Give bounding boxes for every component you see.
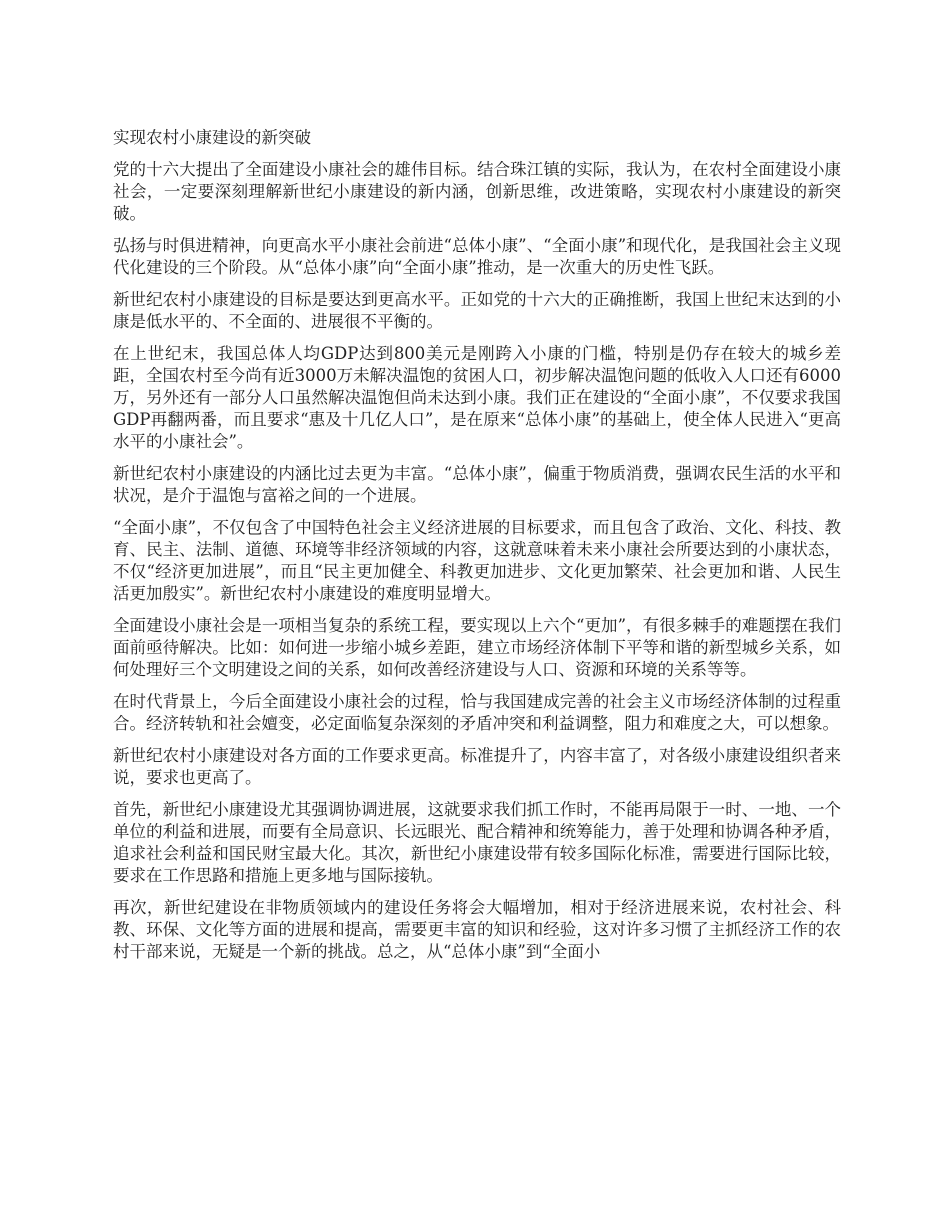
paragraph-5: 新世纪农村小康建设的内涵比过去更为丰富。“总体小康”，偏重于物质消费，强调农民生活的水平和状况，是介于温饱与富裕之间的一个进展。 [113, 464, 841, 505]
document-title: 实现农村小康建设的新突破 [113, 128, 311, 147]
paragraph-2: 弘扬与时俱进精神，向更高水平小康社会前进“总体小康”、“全面小康”和现代化，是我国社会主义现代化建设的三个阶段。从“总体小康”向“全面小康”推动，是一次重大的历史性飞跃。 [113, 236, 841, 277]
paragraph-9: 新世纪农村小康建设对各方面的工作要求更高。标准提升了，内容丰富了，对各级小康建设组织者来说，要求也更高了。 [113, 746, 841, 787]
paragraph-3: 新世纪农村小康建设的目标是要达到更高水平。正如党的十六大的正确推断，我国上世纪末达到的小康是低水平的、不全面的、进展很不平衡的。 [113, 290, 841, 331]
paragraph-11: 再次，新世纪建设在非物质领域内的建设任务将会大幅增加，相对于经济进展来说，农村社会、科教、环保、文化等方面的进展和提高，需要更丰富的知识和经验，这对许多习惯了主抓经济工作的农村干部来说，无疑是一个新的挑战。总之，从“总体小康”到“全面小 [113, 898, 841, 961]
paragraph-7: 全面建设小康社会是一项相当复杂的系统工程，要实现以上六个“更加”，有很多棘手的难题摆在我们面前亟待解决。比如：如何进一步缩小城乡差距，建立市场经济体制下平等和谐的新型城乡关系，如何处理好三个文明建设之间的关系，如何改善经济建设与人口、资源和环境的关系等等。 [113, 616, 841, 679]
paragraph-8: 在时代背景上，今后全面建设小康社会的过程，恰与我国建成完善的社会主义市场经济体制的过程重合。经济转轨和社会嬗变，必定面临复杂深刻的矛盾冲突和利益调整，阻力和难度之大，可以想象。 [113, 692, 841, 733]
paragraph-1: 党的十六大提出了全面建设小康社会的雄伟目标。结合珠江镇的实际，我认为，在农村全面建设小康社会，一定要深刻理解新世纪小康建设的新内涵，创新思维，改进策略，实现农村小康建设的新突破。 [113, 160, 841, 223]
paragraph-10: 首先，新世纪小康建设尤其强调协调进展，这就要求我们抓工作时，不能再局限于一时、一地、一个单位的利益和进展，而要有全局意识、长远眼光、配合精神和统筹能力，善于处理和协调各种矛盾，追求社会利益和国民财宝最大化。其次，新世纪小康建设带有较多国际化标准，需要进行国际比较，要求在工作思路和措施上更多地与国际接轨。 [113, 800, 841, 885]
paragraph-4: 在上世纪末，我国总体人均GDP达到800美元是刚跨入小康的门槛，特别是仍存在较大的城乡差距，全国农村至今尚有近3000万未解决温饱的贫困人口，初步解决温饱问题的低收入人口还有6000万，另外还有一部分人口虽然解决温饱但尚未达到小康。我们正在建设的“全面小康”，不仅要求我国GDP再翻两番，而且要求“惠及十几亿人口”，是在原来“总体小康”的基础上，使全体人民进入“更高水平的小康社会”。 [113, 344, 841, 451]
paragraph-6: “全面小康”，不仅包含了中国特色社会主义经济进展的目标要求，而且包含了政治、文化、科技、教育、民主、法制、道德、环境等非经济领域的内容，这就意味着未来小康社会所要达到的小康状态，不仅“经济更加进展”，而且“民主更加健全、科教更加进步、文化更加繁荣、社会更加和谐、人民生活更加殷实”。新世纪农村小康建设的难度明显增大。 [113, 518, 841, 603]
document-page [113, 127, 841, 973]
